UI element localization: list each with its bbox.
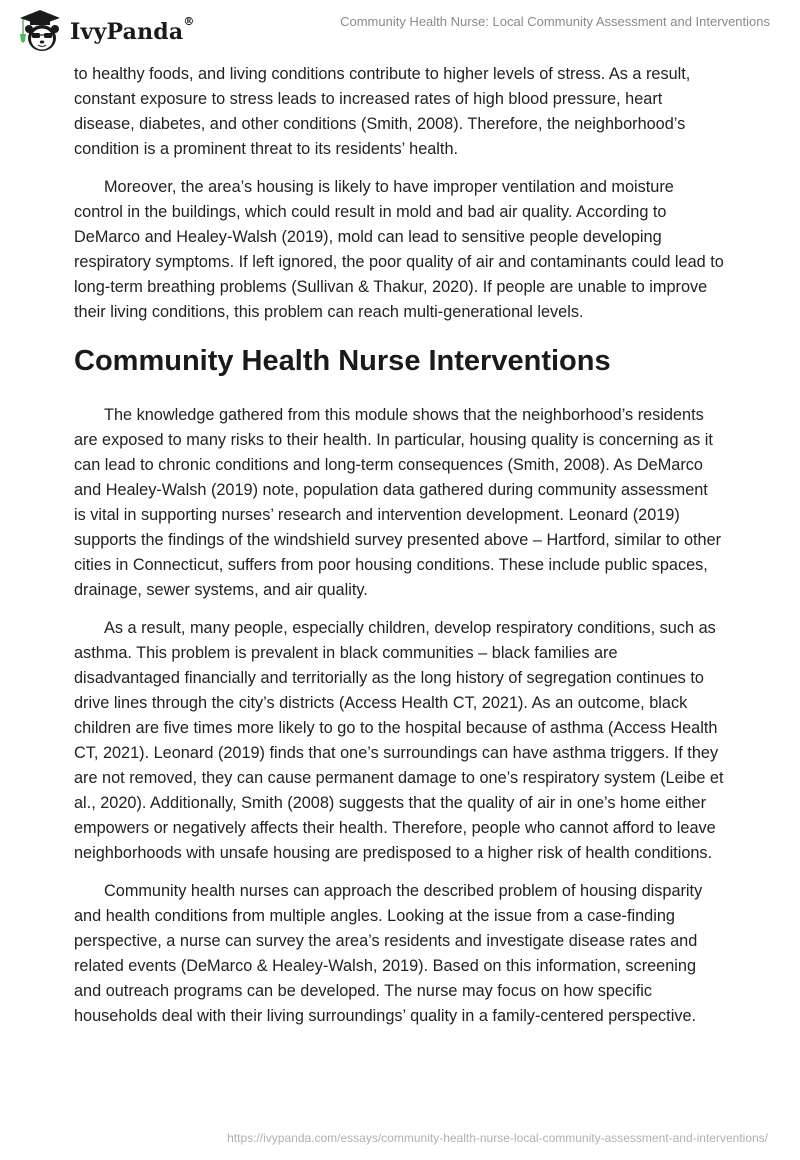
page-header bbox=[0, 0, 800, 60]
panda-graduate-icon bbox=[16, 8, 64, 54]
section-heading: Community Health Nurse Interventions bbox=[74, 345, 611, 377]
essay-body bbox=[74, 62, 724, 1042]
ivypanda-logo[interactable] bbox=[16, 8, 195, 54]
paragraph: The knowledge gathered from this module shows that the neighborhood’s residents are exposed to many risks to their health. In particular, housing quality is concerning as it can lead to chronic conditions and long-term consequences (Smith, 2008). As DeMarco and Healey-Walsh (2019) note, population data gathered during community assessment is vital in supporting nurses’ research and intervention development. Leonard (2019) supports the findings of the windshield survey presented above – Hartford, similar to other cities in Connecticut, suffers from poor housing conditions. These include public spaces, drainage, sewer systems, and air quality. bbox=[74, 406, 722, 599]
source-url[interactable]: https://ivypanda.com/essays/community-health-nurse-local-community-assessment-and-interventions/ bbox=[227, 1131, 768, 1145]
paragraph: Moreover, the area’s housing is likely to have improper ventilation and moisture control in the buildings, which could result in mold and bad air quality. According to DeMarco and Healey-Walsh (2019), mold can lead to sensitive people developing respiratory symptoms. If left ignored, the poor quality of air and contaminants could lead to long-term breathing problems (Sullivan & Thakur, 2020). If people are unable to improve their living conditions, this problem can reach multi-generational levels. bbox=[74, 178, 724, 321]
logo-text: IvyPanda® bbox=[70, 15, 195, 45]
paragraph: to healthy foods, and living conditions contribute to higher levels of stress. As a result, constant exposure to stress leads to increased rates of high blood pressure, heart disease, diabetes, and other conditions (Smith, 2008). Therefore, the neighborhood’s condition is a prominent threat to its residents’ health. bbox=[74, 65, 691, 158]
paragraph: Community health nurses can approach the described problem of housing disparity and health conditions from multiple angles. Looking at the issue from a case-finding perspective, a nurse can survey the area’s residents and investigate disease rates and related events (DeMarco & Healey-Walsh, 2019). Based on this information, screening and outreach programs can be developed. The nurse may focus on how specific households deal with their living surroundings’ quality in a family-centered perspective. bbox=[74, 882, 703, 1025]
paragraph: As a result, many people, especially children, develop respiratory conditions, such as asthma. This problem is prevalent in black communities – black families are disadvantaged financially and territorially as the long history of segregation continues to drive lines through the city’s districts (Access Health CT, 2021). As an outcome, black children are five times more likely to go to the hospital because of asthma (Access Health CT, 2021). Leonard (2019) finds that one’s surroundings can have asthma triggers. If they are not removed, they can cause permanent damage to one’s respiratory system (Leibe et al., 2020). Additionally, Smith (2008) suggests that the quality of air in one’s home either empowers or negatively affects their health. Therefore, people who cannot afford to leave neighborhoods with unsafe housing are predisposed to a higher risk of health conditions. bbox=[74, 619, 724, 862]
document-title: Community Health Nurse: Local Community Assessment and Interventions bbox=[340, 14, 770, 29]
